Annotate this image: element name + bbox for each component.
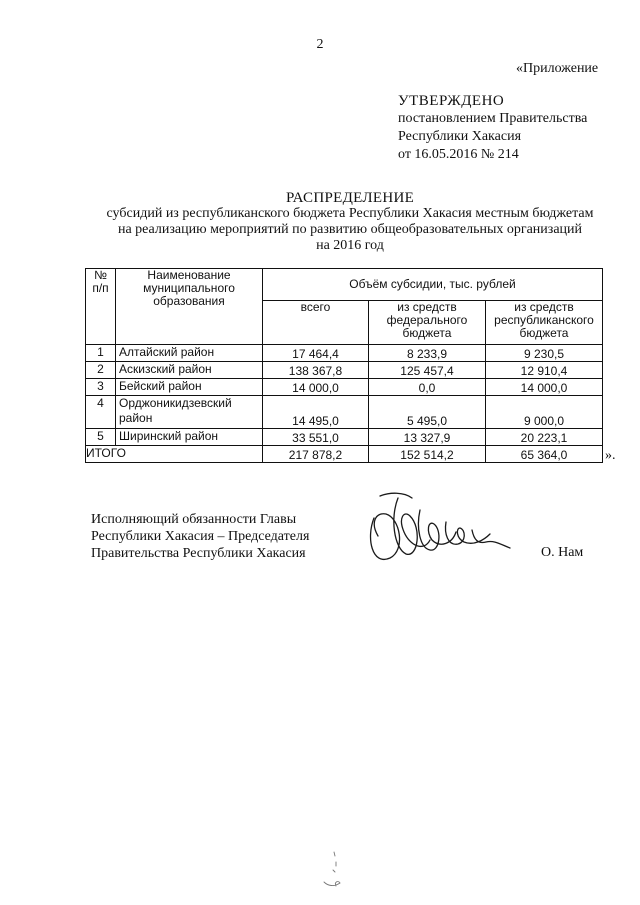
row-name: Алтайский район — [116, 345, 263, 362]
row-total: 138 367,8 — [263, 362, 369, 379]
row-name: Бейский район — [116, 379, 263, 396]
signer-name: О. Нам — [541, 545, 584, 560]
handwritten-signature — [360, 488, 520, 578]
row-republican: 14 000,0 — [486, 379, 603, 396]
row-number: 5 — [86, 429, 116, 446]
title-line: субсидий из республиканского бюджета Республики Хакасия местным бюджетам — [106, 206, 594, 221]
title-line: на реализацию мероприятий по развитию общеобразовательных организаций — [117, 222, 583, 237]
approval-block — [398, 92, 587, 164]
row-name: Аскизский район — [116, 362, 263, 379]
signatory-line: Исполняющий обязанности Главы — [91, 512, 297, 527]
header-name: Наименование муниципального образования — [116, 269, 263, 345]
approval-line: постановлением Правительства — [398, 111, 588, 126]
appendix-label: «Приложение — [516, 61, 599, 76]
signatory-line: Республики Хакасия – Председателя — [91, 529, 310, 544]
row-name: Ширинский район — [116, 429, 263, 446]
document-title — [80, 190, 620, 254]
title-line: на 2016 год — [316, 238, 384, 253]
totals-row — [86, 446, 603, 463]
row-republican: 12 910,4 — [486, 362, 603, 379]
scribble-mark — [318, 850, 348, 890]
header-volume: Объём субсидии, тыс. рублей — [263, 269, 603, 301]
header-number: № п/п — [86, 269, 116, 345]
row-federal: 0,0 — [369, 379, 486, 396]
page-number: 2 — [316, 37, 324, 52]
approval-line: Республики Хакасия — [398, 129, 522, 144]
row-total: 14 000,0 — [263, 379, 369, 396]
table-row — [86, 362, 603, 379]
row-number: 4 — [86, 396, 116, 429]
totals-total: 217 878,2 — [263, 446, 369, 463]
signatory-title — [91, 511, 309, 562]
row-total: 17 464,4 — [263, 345, 369, 362]
subsidy-table — [85, 268, 603, 463]
title-heading: РАСПРЕДЕЛЕНИЕ — [285, 190, 415, 206]
row-total: 33 551,0 — [263, 429, 369, 446]
totals-label: ИТОГО — [86, 446, 263, 463]
approval-heading: УТВЕРЖДЕНО — [398, 93, 505, 109]
signatory-line: Правительства Республики Хакасия — [91, 546, 306, 561]
totals-federal: 152 514,2 — [369, 446, 486, 463]
row-number: 2 — [86, 362, 116, 379]
row-republican: 9 230,5 — [486, 345, 603, 362]
closing-quote: ». — [605, 448, 616, 463]
header-republican: из средств республиканского бюджета — [486, 301, 603, 345]
table-row — [86, 379, 603, 396]
row-number: 3 — [86, 379, 116, 396]
table-row — [86, 396, 603, 429]
row-number: 1 — [86, 345, 116, 362]
row-federal: 5 495,0 — [369, 396, 486, 429]
approval-date: от 16.05.2016 № 214 — [398, 147, 519, 162]
header-federal: из средств федерального бюджета — [369, 301, 486, 345]
header-total: всего — [263, 301, 369, 345]
row-republican: 9 000,0 — [486, 396, 603, 429]
row-name: Орджоникидзевский район — [116, 396, 263, 429]
row-federal: 13 327,9 — [369, 429, 486, 446]
totals-republican: 65 364,0 — [486, 446, 603, 463]
table-row — [86, 345, 603, 362]
row-federal: 125 457,4 — [369, 362, 486, 379]
table-row — [86, 429, 603, 446]
row-total: 14 495,0 — [263, 396, 369, 429]
row-federal: 8 233,9 — [369, 345, 486, 362]
row-republican: 20 223,1 — [486, 429, 603, 446]
